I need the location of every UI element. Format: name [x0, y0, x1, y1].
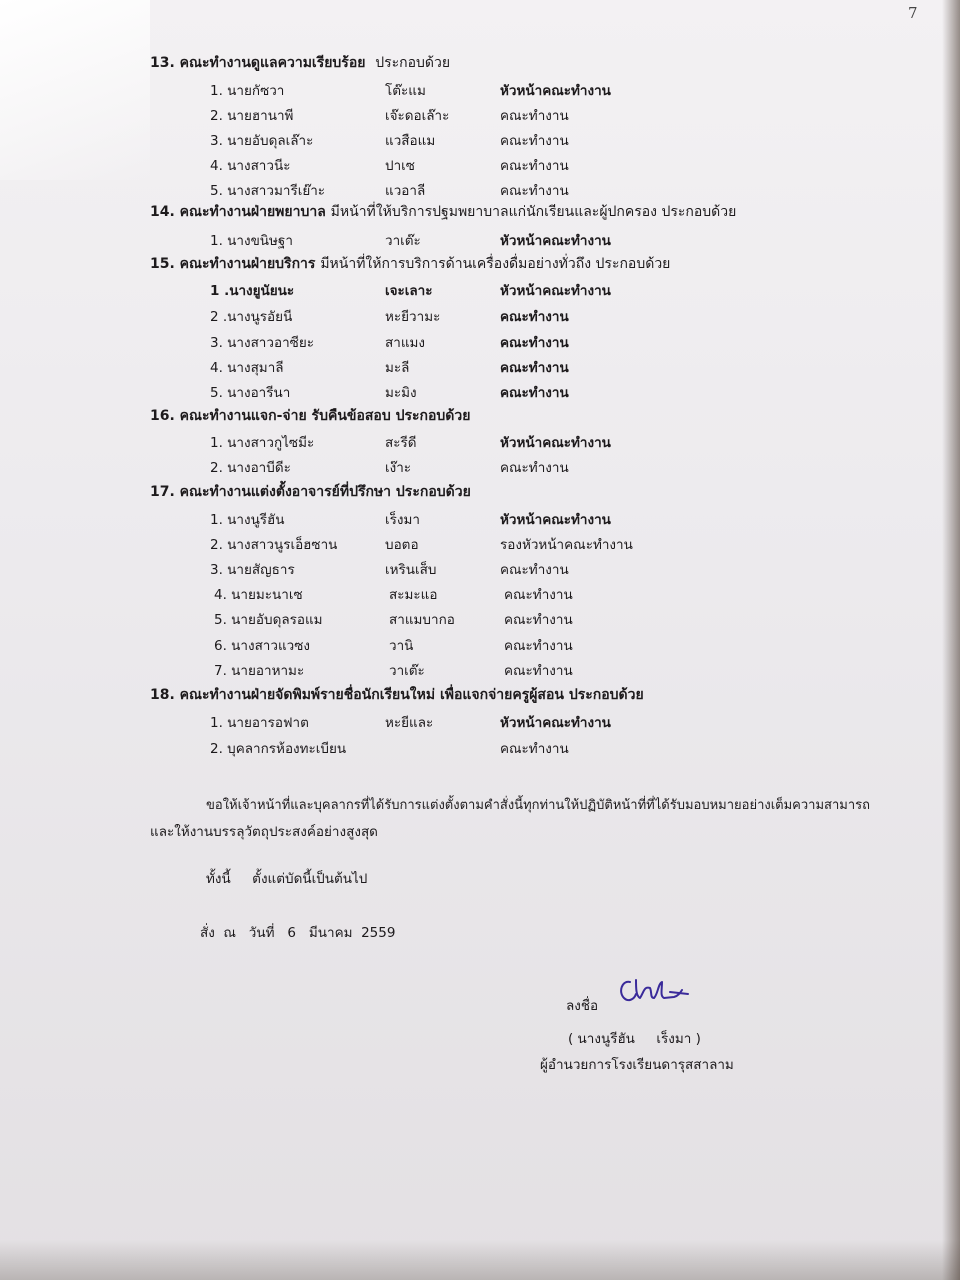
- closing-paragraph-line1: ขอให้เจ้าหน้าที่และบุคลากรที่ได้รับการแต่งตั้งตามคำสั่งนี้ทุกท่านให้ปฏิบัติหน้าที่ที่ได้รับมอบหมายอย่างเต็มความสามารถ: [206, 798, 870, 813]
- closing-paragraph-line2: และให้งานบรรลุวัตถุประสงค์อย่างสูงสุด: [150, 824, 378, 840]
- member-row: 4. นายมะนาเซ สะมะแอ คณะทำงาน: [214, 587, 573, 603]
- member-row: 2. นางอาบีดีะ เง๊าะ คณะทำงาน: [210, 460, 569, 476]
- page-edge-shadow: [942, 0, 960, 1280]
- member-row: 1. นายกัซวา โต๊ะแม หัวหน้าคณะทำงาน: [210, 83, 611, 99]
- member-row: 5. นายอับดุลรอแม สาแมบากอ คณะทำงาน: [214, 612, 573, 628]
- member-row: 3. นางสาวอาซียะ สาแมง คณะทำงาน: [210, 335, 569, 351]
- section-heading-15: 15. คณะทำงานฝ่ายบริการ มีหน้าที่ให้การบริการด้านเครื่องดื่มอย่างทั่วถึง ประกอบด้วย: [150, 256, 671, 272]
- member-row: 1. นางสาวกูไซมีะ สะรีดี หัวหน้าคณะทำงาน: [210, 435, 611, 451]
- member-row: 1. นางขนิษฐา วาเต๊ะ หัวหน้าคณะทำงาน: [210, 233, 611, 249]
- member-row: 2. บุคลากรห้องทะเบียน คณะทำงาน: [210, 741, 569, 757]
- signatory-title: ผู้อำนวยการโรงเรียนดารุสสาลาม: [540, 1057, 734, 1073]
- member-row: 1 .นางยูนัยนะ เจะเลาะ หัวหน้าคณะทำงาน: [210, 283, 611, 299]
- section-heading-14: 14. คณะทำงานฝ่ายพยาบาล มีหน้าที่ให้บริการปฐมพยาบาลแก่นักเรียนและผู้ปกครอง ประกอบด้วย: [150, 204, 737, 220]
- section-heading-13: 13. คณะทำงานดูแลความเรียบร้อย ประกอบด้วย: [150, 55, 451, 71]
- member-row: 4. นางสาวนีะ ปาเซ คณะทำงาน: [210, 158, 569, 174]
- page-shadow: [0, 1240, 960, 1280]
- member-row: 2. นายฮานาพี เจ๊ะดอเล๊าะ คณะทำงาน: [210, 108, 569, 124]
- member-row: 7. นายอาหามะ วาเต๊ะ คณะทำงาน: [214, 663, 573, 679]
- member-row: 5. นางอารีนา มะมิง คณะทำงาน: [210, 385, 569, 401]
- handwritten-signature: [614, 970, 694, 1010]
- member-row: 2 .นางนูรอัยนี หะยีวามะ คณะทำงาน: [210, 309, 569, 325]
- signatory-name: ( นางนูรีฮัน เร็งมา ): [568, 1031, 701, 1047]
- member-row: 3. นายสัญธาร เหรินเส็บ คณะทำงาน: [210, 562, 569, 578]
- section-heading-18: 18. คณะทำงานฝ่ายจัดพิมพ์รายชื่อนักเรียนใหม่ เพื่อแจกจ่ายครูผู้สอน ประกอบด้วย: [150, 687, 644, 703]
- member-row: 4. นางสุมาลี มะลี คณะทำงาน: [210, 360, 569, 376]
- signature-label: ลงชื่อ: [566, 998, 599, 1014]
- member-row: 5. นางสาวมารีเย๊าะ แวอาลี คณะทำงาน: [210, 183, 569, 199]
- section-heading-17: 17. คณะทำงานแต่งตั้งอาจารย์ที่ปรึกษา ประกอบด้วย: [150, 484, 471, 500]
- member-row: 6. นางสาวแวซง วานิ คณะทำงาน: [214, 638, 573, 654]
- member-row: 1. นายอารอฟาต หะยีและ หัวหน้าคณะทำงาน: [210, 715, 611, 731]
- page-number: 7: [908, 4, 918, 22]
- section-heading-16: 16. คณะทำงานแจก-จ่าย รับคืนข้อสอบ ประกอบด้วย: [150, 408, 471, 424]
- member-row: 3. นายอับดุลเล๊าะ แวสือแม คณะทำงาน: [210, 133, 569, 149]
- member-row: 1. นางนูรีฮัน เร็งมา หัวหน้าคณะทำงาน: [210, 512, 611, 528]
- page-fold: [0, 0, 150, 180]
- member-row: 2. นางสาวนูรเอ็ฮซาน บอตอ รองหัวหน้าคณะทำงาน: [210, 537, 633, 553]
- effective-date-line: ทั้งนี้ ตั้งแต่บัดนี้เป็นต้นไป: [206, 871, 368, 887]
- order-date-line: สั่ง ณ วันที่ 6 มีนาคม 2559: [200, 925, 396, 941]
